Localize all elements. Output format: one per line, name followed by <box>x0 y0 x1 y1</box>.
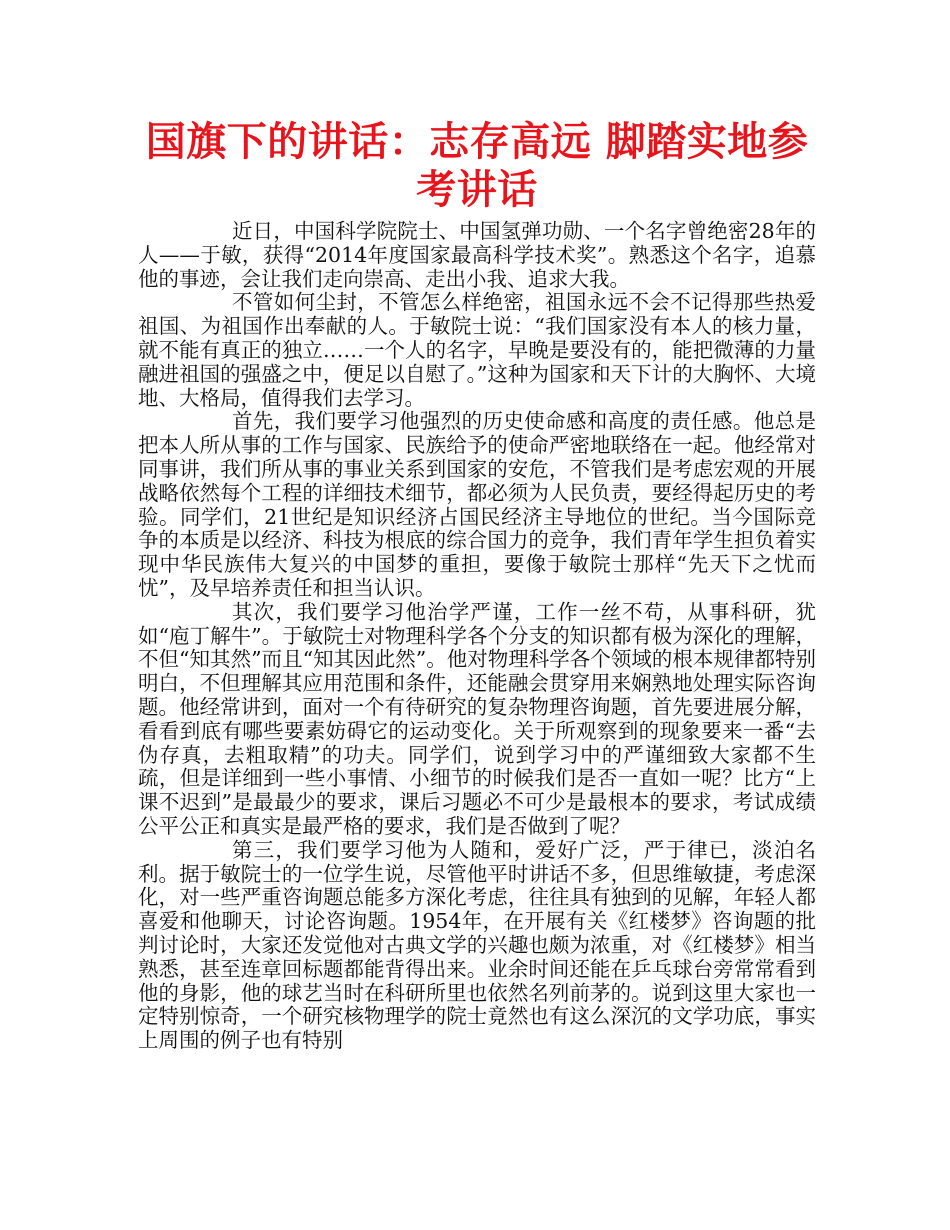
paragraph-5: 第三，我们要学习他为人随和，爱好广泛，严于律已，淡泊名利。据于敏院士的一位学生说，尽管他平时讲话不多，但思维敏捷，考虑深化，对一些严重咨询题总能多方深化考虑，往往具有独到的见解，年轻人都喜爱和他聊天，讨论咨询题。1954年，在开展有关《红楼梦》咨询题的批判讨论时，大家还发觉他对古典文学的兴趣也颇为浓重，对《红楼梦》相当熟悉，甚至连章回标题都能背得出来。业余时间还能在乒乓球台旁常常看到他的身影，他的球艺当时在科研所里也依然名列前茅的。说到这里大家也一定特别惊奇，一个研究核物理学的院士竟然也有这么深沉的文学功底，事实上周围的例子也有特别 <box>138 837 816 1053</box>
paragraph-4: 其次，我们要学习他治学严谨，工作一丝不苟，从事科研，犹如“庖丁解牛”。于敏院士对物理科学各个分支的知识都有极为深化的理解，不但“知其然”而且“知其因此然”。他对物理科学各个领域的根本规律都特别明白，不但理解其应用范围和条件，还能融会贯穿用来娴熟地处理实际咨询题。他经常讲到，面对一个有待研究的复杂物理咨询题，首先要进展分解，看看到底有哪些要素妨碍它的运动变化。关于所观察到的现象要来一番“去伪存真，去粗取精”的功夫。同学们，说到学习中的严谨细致大家都不生疏，但是详细到一些小事情、小细节的时候我们是否一直如一呢？比方“上课不迟到”是最最少的要求，课后习题必不可少是最根本的要求，考试成绩公平公正和真实是最严格的要求，我们是否做到了呢？ <box>138 599 816 838</box>
paragraph-2: 不管如何尘封，不管怎么样绝密，祖国永远不会不记得那些热爱祖国、为祖国作出奉献的人。于敏院士说：“我们国家没有本人的核力量，就不能有真正的独立……一个人的名字，早晚是要没有的，能把微薄的力量融进祖国的强盛之中，便足以自慰了。”这种为国家和天下计的大胸怀、大境地、大格局，值得我们去学习。 <box>138 290 816 410</box>
paragraph-3: 首先，我们要学习他强烈的历史使命感和高度的责任感。他总是把本人所从事的工作与国家、民族给予的使命严密地联络在一起。他经常对同事讲，我们所从事的事业关系到国家的安危，不管我们是考虑宏观的开展战略依然每个工程的详细技术细节，都必须为人民负责，要经得起历史的考验。同学们，21世纪是知识经济占国民经济主导地位的世纪。当今国际竞争的本质是以经济、科技为根底的综合国力的竞争，我们青年学生担负着实现中华民族伟大复兴的中国梦的重担，要像于敏院士那样“先天下之忧而忧”，及早培养责任和担当认识。 <box>138 409 816 600</box>
document-page <box>138 118 816 1053</box>
document-body <box>138 220 816 1053</box>
paragraph-1: 近日，中国科学院院士、中国氢弹功勋、一个名字曾绝密28年的人——于敏，获得“2014年度国家最高科学技术奖”。熟悉这个名字，追慕他的事迹，会让我们走向崇高、走出小我、追求大我。 <box>138 219 816 291</box>
document-title: 国旗下的讲话：志存高远 脚踏实地参考讲话 <box>145 119 809 213</box>
